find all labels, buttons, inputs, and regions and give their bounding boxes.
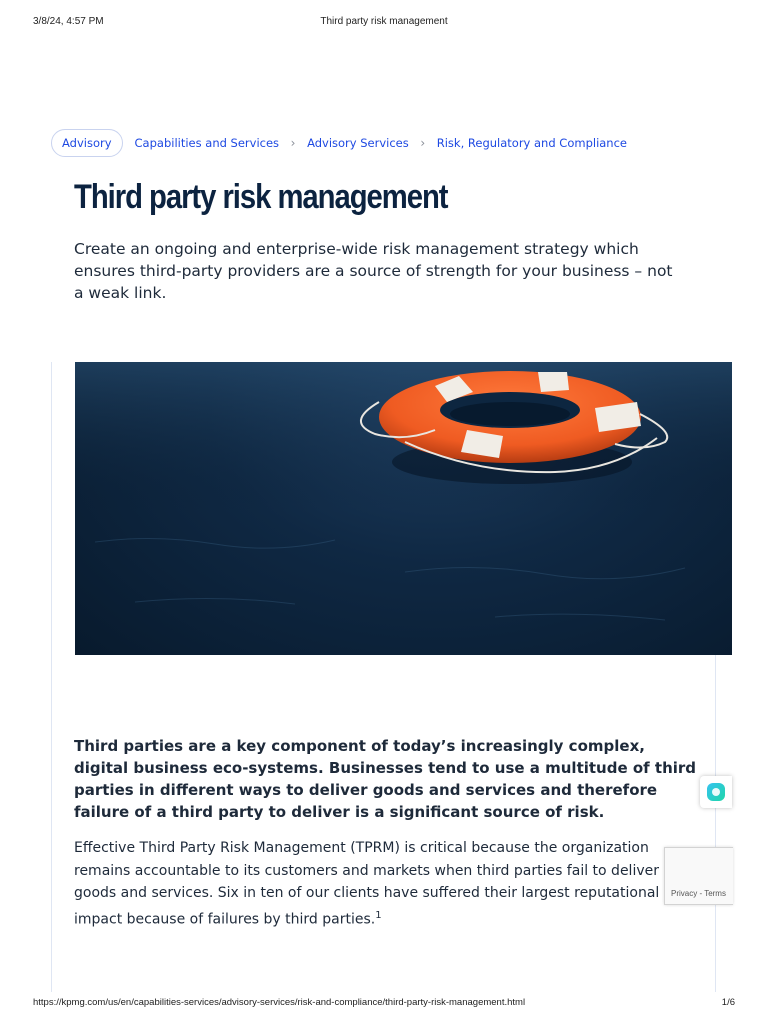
footnote-link[interactable]: 1 (375, 909, 382, 921)
life-ring-icon (75, 362, 732, 655)
breadcrumb-risk-regulatory-compliance[interactable]: Risk, Regulatory and Compliance (436, 136, 627, 150)
breadcrumb-advisory-services[interactable]: Advisory Services (307, 136, 409, 150)
content-divider-right (715, 652, 716, 992)
print-page-number: 1/6 (721, 997, 735, 1008)
body-paragraph (74, 837, 704, 931)
breadcrumb (51, 128, 627, 158)
chevron-right-icon: › (290, 136, 296, 150)
chevron-right-icon: › (420, 136, 426, 150)
print-header (0, 16, 768, 30)
print-date: 3/8/24, 4:57 PM (33, 16, 104, 27)
print-document-title: Third party risk management (320, 16, 448, 27)
intro-paragraph: Third parties are a key component of today’s increasingly complex, digital business eco-systems. Businesses tend to use a multitude of third parties in different ways to deliver goods and services and therefore failure of a third party to deliver is a significant source of risk. (74, 737, 697, 821)
body-text: Effective Third Party Risk Management (TPRM) is critical because the organization remains accountable to its customers and markets when third parties fail to deliver goods and services. Six in ten of our clients have suffered their largest reputational impact because of failures by third parties. (74, 840, 660, 928)
page-lead: Create an ongoing and enterprise-wide risk management strategy which ensures third-party providers are a source of strength for your business – not a weak link. (74, 240, 673, 302)
breadcrumb-advisory[interactable]: Advisory (51, 129, 123, 157)
breadcrumb-capabilities-and-services[interactable]: Capabilities and Services (134, 136, 280, 150)
print-footer (0, 997, 768, 1011)
chat-assistant-icon (705, 781, 727, 803)
print-url: https://kpmg.com/us/en/capabilities-services/advisory-services/risk-and-compliance/third-party-risk-management.html (33, 997, 526, 1008)
chat-widget-button[interactable] (700, 776, 732, 808)
recaptcha-privacy-terms-link[interactable]: Privacy - Terms (671, 889, 726, 898)
content-divider-left (51, 362, 52, 992)
hero-image (75, 362, 732, 655)
recaptcha-badge (664, 847, 733, 905)
page-title: Third party risk management (74, 178, 448, 216)
